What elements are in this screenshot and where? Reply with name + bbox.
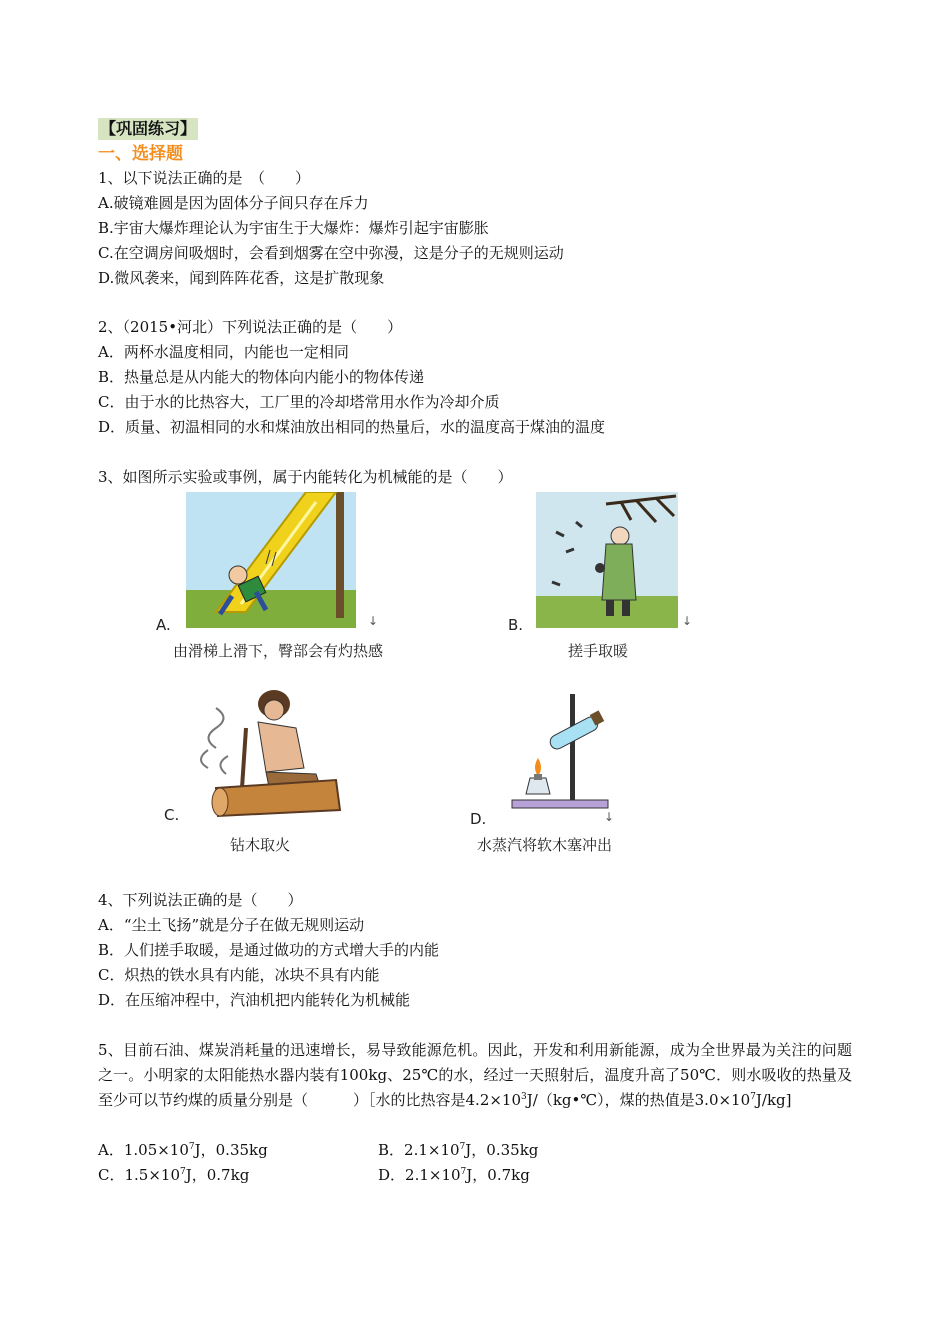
practice-header-tag: 【巩固练习】 [100, 119, 197, 138]
q5-option-a: A．$1.05\times 10^7J$，0.35kg [98, 1141, 268, 1159]
q4-stem: 4、下列说法正确的是（ ） [98, 891, 303, 909]
paragraph-mark-icon: ↓ [682, 614, 693, 628]
q5-stem [98, 1038, 852, 1113]
q5-text-part1: 5、目前石油、煤炭消耗量的迅速增长，易导致能源危机。因此，开发和利用新能源，成为全世界最为关注的问题之一。小明家的太阳能热水器内装有100kg、25℃的水，经过一天照射后，温度升高了50℃．则水吸收的热量及至少可以节约煤的质量分别是（ ）［水的比热容是4.2×10 [98, 1041, 852, 1109]
figure-b-letter: B. [508, 616, 524, 634]
q4-option-b: B．人们搓手取暖，是通过做功的方式增大手的内能 [98, 941, 440, 959]
paragraph-mark-icon: ↓ [604, 810, 615, 824]
q5-option-d: D．$2.1\times 10^7J$，0.7kg [378, 1166, 530, 1184]
paragraph-mark-icon: ↓ [368, 614, 379, 628]
q1-option-b: B.宇宙大爆炸理论认为宇宙生于大爆炸：爆炸引起宇宙膨胀 [98, 219, 489, 237]
slide-illustration [186, 492, 356, 628]
q5-text-part2: J/（kg•℃），煤的热值是3.0×10 [526, 1091, 751, 1109]
q5-option-c: C．$1.5\times 10^7J$，0.7kg [98, 1166, 250, 1184]
figure-c-letter: C. [164, 806, 180, 824]
q5-text-part3: J/kg] [755, 1091, 792, 1109]
figure-a-letter: A. [156, 616, 171, 634]
q5-exp-7: 7 [750, 1092, 756, 1102]
q5-option-b: B．$2.1\times 10^7J$，0.35kg [378, 1141, 539, 1159]
q2-option-a: A．两杯水温度相同，内能也一定相同 [98, 343, 349, 361]
test-tube-illustration [508, 690, 612, 814]
q4-option-a: A．“尘土飞扬”就是分子在做无规则运动 [98, 916, 365, 934]
q1-option-d: D.微风袭来，闻到阵阵花香，这是扩散现象 [98, 269, 385, 287]
q2-option-b: B．热量总是从内能大的物体向内能小的物体传递 [98, 368, 425, 386]
q2-option-c: C．由于水的比热容大，工厂里的冷却塔常用水作为冷却介质 [98, 393, 500, 411]
figure-d-caption: 水蒸汽将软木塞冲出 [477, 836, 613, 854]
q1-option-a: A.破镜难圆是因为固体分子间只存在斥力 [98, 194, 369, 212]
q2-stem: 2、（2015•河北）下列说法正确的是（ ） [98, 318, 403, 336]
q1-stem: 1、以下说法正确的是 （ ） [98, 169, 311, 187]
q5-exp-3: 3 [521, 1092, 527, 1102]
q4-option-c: C．炽热的铁水具有内能，冰块不具有内能 [98, 966, 380, 984]
rubbing-hands-illustration [536, 492, 678, 628]
figure-c-caption: 钻木取火 [230, 836, 291, 854]
drilling-wood-illustration [196, 688, 346, 818]
figure-d-letter: D. [470, 810, 487, 828]
q3-stem: 3、如图所示实验或事例，属于内能转化为机械能的是（ ） [98, 468, 513, 486]
section-title: 一、选择题 [98, 144, 183, 164]
q1-option-c: C.在空调房间吸烟时，会看到烟雾在空中弥漫，这是分子的无规则运动 [98, 244, 564, 262]
q4-option-d: D．在压缩冲程中，汽油机把内能转化为机械能 [98, 991, 411, 1009]
figure-a-caption: 由滑梯上滑下，臀部会有灼热感 [173, 642, 384, 660]
q2-option-d: D．质量、初温相同的水和煤油放出相同的热量后，水的温度高于煤油的温度 [98, 418, 606, 436]
figure-b-caption: 搓手取暖 [568, 642, 629, 660]
